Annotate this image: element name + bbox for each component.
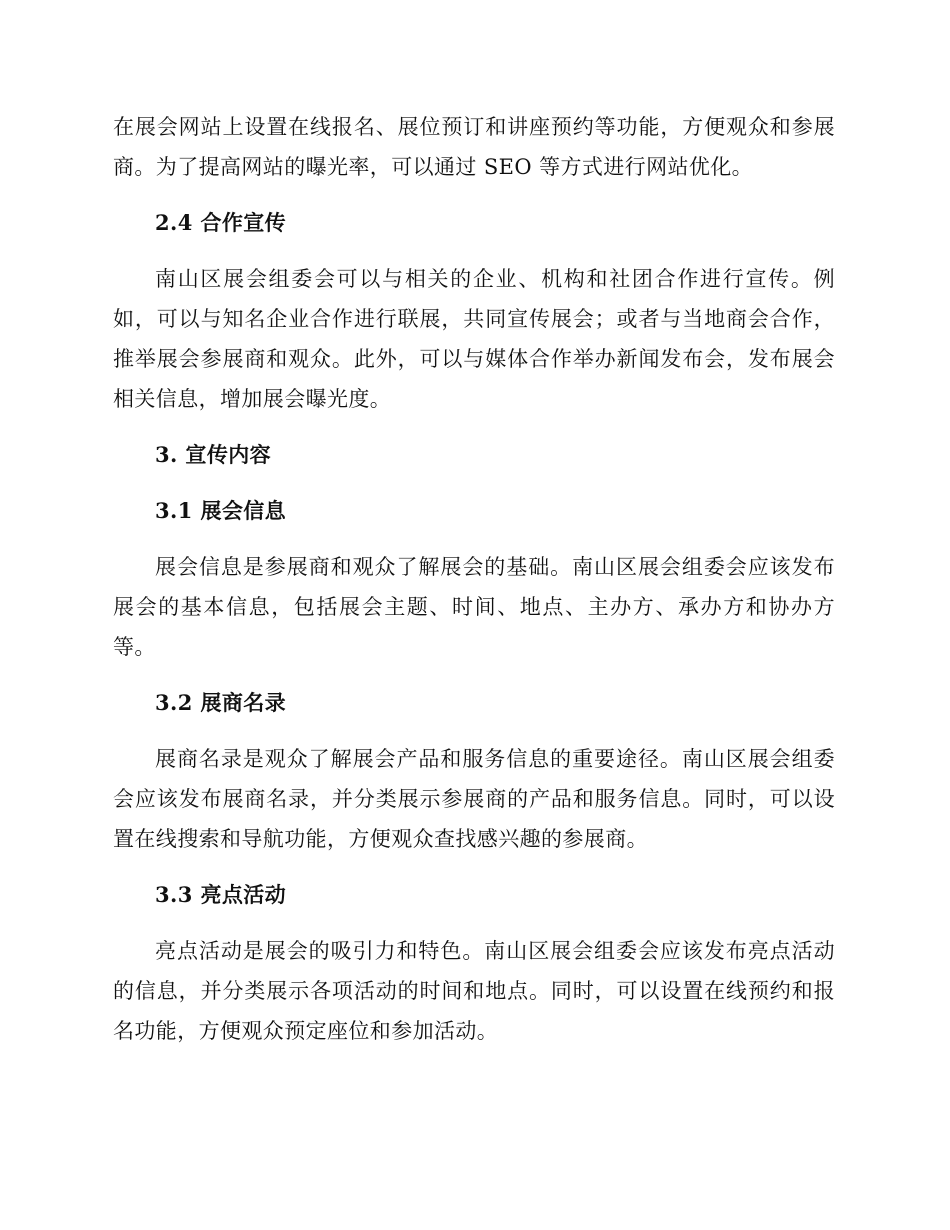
section-paragraph-3-1: 展会信息是参展商和观众了解展会的基础。南山区展会组委会应该发布展会的基本信息，包括展会主题、时间、地点、主办方、承办方和协办方等。 xyxy=(113,555,835,659)
spacer xyxy=(113,859,835,875)
section-heading-3: 3. 宣传内容 xyxy=(155,442,272,467)
intro-paragraph: 在展会网站上设置在线报名、展位预订和讲座预约等功能，方便观众和参展商。为了提高网站的曝光率，可以通过 SEO 等方式进行网站优化。 xyxy=(113,115,835,179)
spacer xyxy=(113,915,835,931)
document-body xyxy=(113,107,835,1051)
section-paragraph-2-4: 南山区展会组委会可以与相关的企业、机构和社团合作进行宣传。例如，可以与知名企业合作进行联展，共同宣传展会；或者与当地商会合作，推举展会参展商和观众。此外，可以与媒体合作举办新闻发布会，发布展会相关信息，增加展会曝光度。 xyxy=(113,267,835,411)
section-heading-3-1: 3.1 展会信息 xyxy=(155,498,287,523)
section-heading-3-2: 3.2 展商名录 xyxy=(155,690,287,715)
section-heading-3-3: 3.3 亮点活动 xyxy=(155,882,287,907)
spacer xyxy=(113,667,835,683)
spacer xyxy=(113,243,835,259)
section-paragraph-3-2: 展商名录是观众了解展会产品和服务信息的重要途径。南山区展会组委会应该发布展商名录，并分类展示参展商的产品和服务信息。同时，可以设置在线搜索和导航功能，方便观众查找感兴趣的参展商。 xyxy=(113,747,835,851)
section-paragraph-3-3: 亮点活动是展会的吸引力和特色。南山区展会组委会应该发布亮点活动的信息，并分类展示各项活动的时间和地点。同时，可以设置在线预约和报名功能，方便观众预定座位和参加活动。 xyxy=(113,939,835,1043)
section-heading-2-4: 2.4 合作宣传 xyxy=(155,210,287,235)
spacer xyxy=(113,531,835,547)
spacer xyxy=(113,187,835,203)
spacer xyxy=(113,475,835,491)
spacer xyxy=(113,723,835,739)
spacer xyxy=(113,419,835,435)
